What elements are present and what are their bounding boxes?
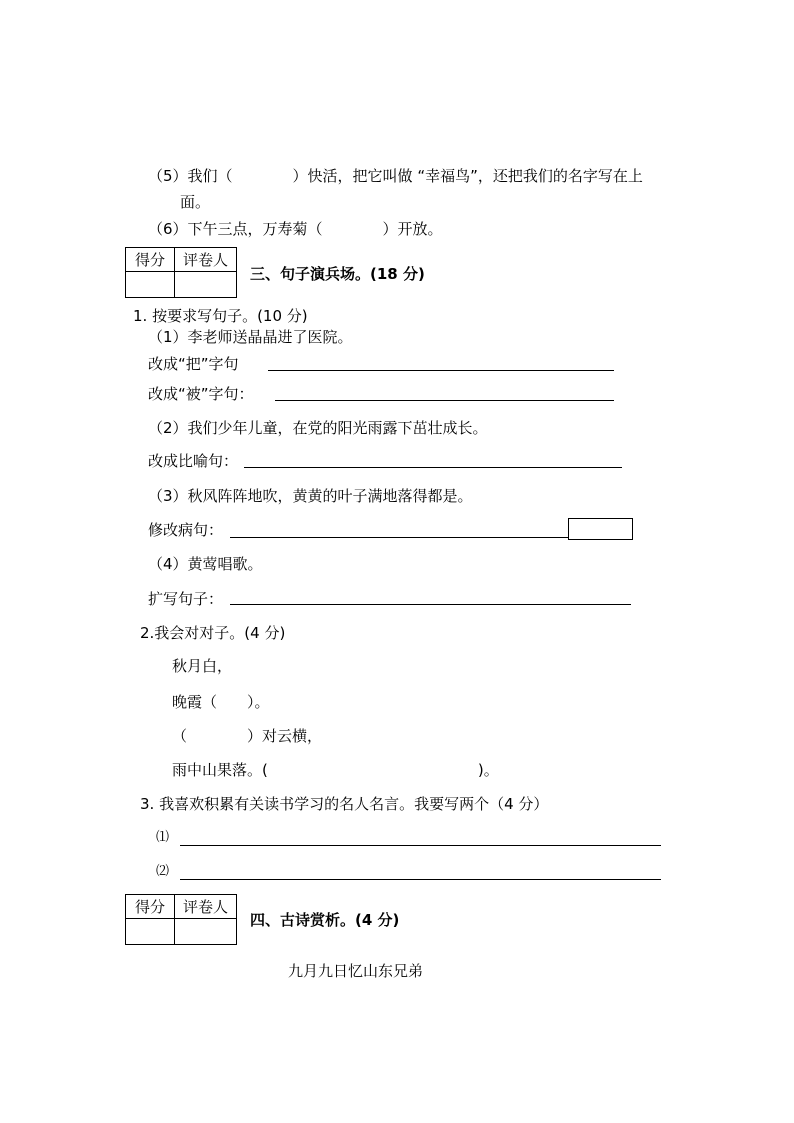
q1-prompt-simile: 改成比喻句： bbox=[148, 452, 239, 470]
answer-line-quote-1[interactable] bbox=[180, 845, 661, 846]
q1-prompt-ba: 改成“把”字句 bbox=[148, 355, 239, 373]
q1-sentence-1: （1）李老师送晶晶进了医院。 bbox=[148, 328, 353, 346]
fill-item-6: （6）下午三点，万寿菊（ ）开放。 bbox=[148, 220, 443, 238]
grader-label: 评卷人 bbox=[175, 248, 237, 272]
grader-cell[interactable] bbox=[175, 272, 237, 298]
answer-line-ba[interactable] bbox=[268, 370, 614, 371]
q3-label-2: ⑵ bbox=[156, 864, 170, 879]
couplet-line-1: 秋月白， bbox=[172, 657, 233, 675]
q1-sentence-3: （3）秋风阵阵地吹，黄黄的叶子满地落得都是。 bbox=[148, 487, 473, 505]
q1-prompt-fix: 修改病句： bbox=[148, 521, 224, 539]
answer-line-fix[interactable] bbox=[230, 537, 568, 538]
answer-line-bei[interactable] bbox=[275, 400, 614, 401]
q1-sentence-2: （2）我们少年儿童，在党的阳光雨露下茁壮成长。 bbox=[148, 419, 488, 437]
grader-label: 评卷人 bbox=[175, 895, 237, 919]
section-3-title: 三、句子演兵场。(18 分) bbox=[250, 265, 425, 283]
q3-label-1: ⑴ bbox=[156, 830, 170, 845]
answer-line-simile[interactable] bbox=[244, 467, 622, 468]
fill-item-5-continuation: 面。 bbox=[180, 193, 211, 211]
answer-box[interactable] bbox=[568, 518, 633, 540]
q1-prompt-bei: 改成“被”字句： bbox=[148, 385, 254, 403]
fill-item-5: （5）我们（ ）快活，把它叫做 “幸福鸟”，还把我们的名字写在上 bbox=[148, 167, 643, 185]
q1-sentence-4: （4）黄莺唱歌。 bbox=[148, 555, 263, 573]
answer-line-expand[interactable] bbox=[230, 604, 631, 605]
couplet-line-4: 雨中山果落。( )。 bbox=[172, 761, 499, 779]
q3-title: 3. 我喜欢积累有关读书学习的名人名言。我要写两个（4 分） bbox=[140, 795, 549, 813]
score-box-section-3 bbox=[125, 247, 237, 298]
couplet-line-3: （ ）对云横， bbox=[172, 727, 323, 745]
section-4-title: 四、古诗赏析。(4 分) bbox=[250, 911, 400, 929]
score-cell[interactable] bbox=[126, 919, 175, 945]
q2-title: 2.我会对对子。(4 分) bbox=[140, 624, 286, 642]
q1-title: 1. 按要求写句子。(10 分) bbox=[133, 307, 308, 325]
score-label: 得分 bbox=[126, 248, 175, 272]
score-label: 得分 bbox=[126, 895, 175, 919]
score-box-section-4 bbox=[125, 894, 237, 945]
grader-cell[interactable] bbox=[175, 919, 237, 945]
score-cell[interactable] bbox=[126, 272, 175, 298]
q1-prompt-expand: 扩写句子： bbox=[148, 590, 224, 608]
answer-line-quote-2[interactable] bbox=[180, 879, 661, 880]
couplet-line-2: 晚霞（ ）。 bbox=[172, 693, 270, 711]
poem-title: 九月九日忆山东兄弟 bbox=[288, 962, 424, 980]
